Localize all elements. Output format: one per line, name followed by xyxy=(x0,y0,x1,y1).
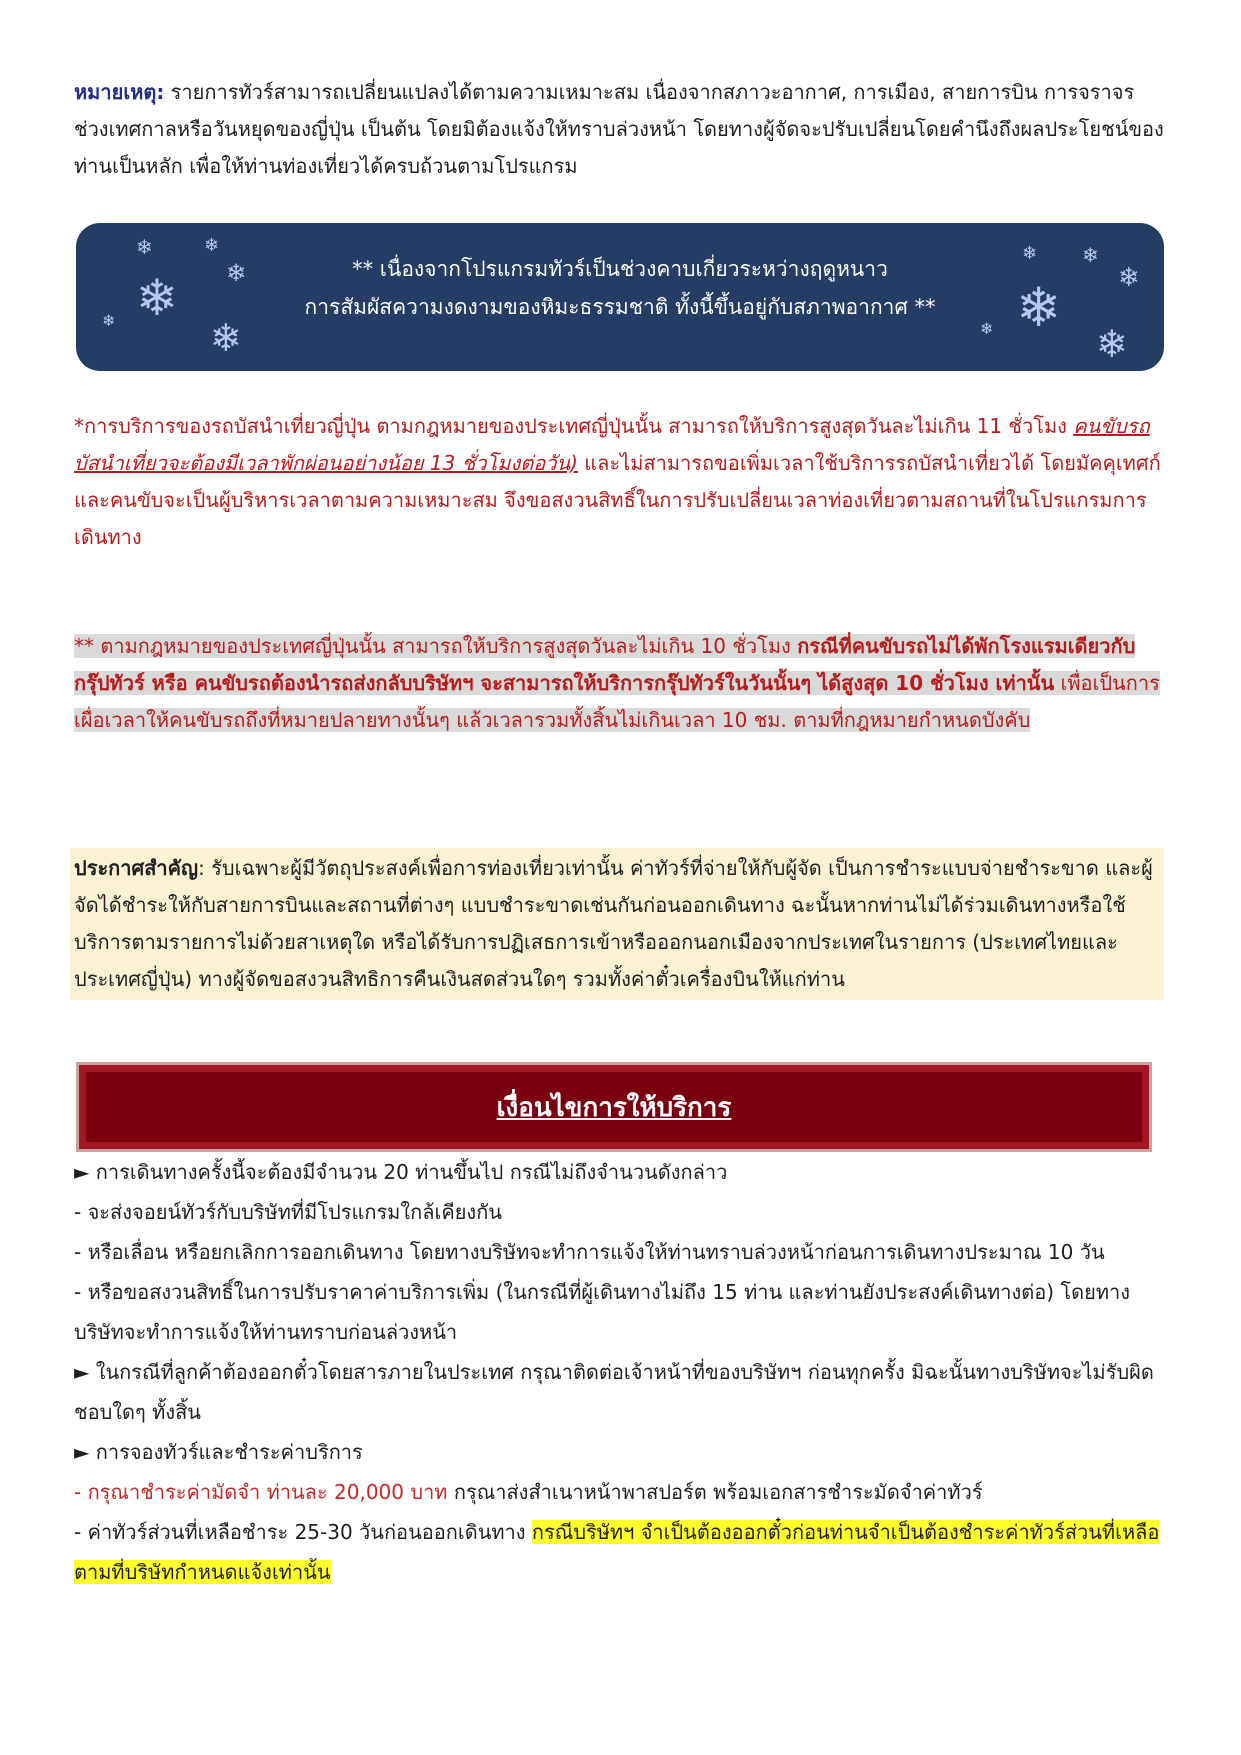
bus-service-text-1: *การบริการของรถบัสนำเที่ยวญี่ปุ่น ตามกฎหมายของประเทศญี่ปุ่นนั้น สามารถให้บริการสูงสุดวันละไม่เกิน 11 ชั่วโมง xyxy=(74,414,1074,438)
snowflake-icon: ❄ xyxy=(102,311,116,330)
snowflake-icon: ❄ xyxy=(136,269,178,327)
balance-item xyxy=(74,1512,1166,1592)
snowflake-icon: ❄ xyxy=(1022,243,1038,264)
list-item: ► การจองทัวร์และชำระค่าบริการ xyxy=(74,1440,363,1464)
conditions-banner xyxy=(76,1062,1152,1152)
important-notice-label: ประกาศสำคัญ xyxy=(74,856,199,880)
deposit-amount-text: - กรุณาชำระค่ามัดจำ ท่านละ 20,000 บาท xyxy=(74,1480,448,1504)
snowflake-icon: ❄ xyxy=(1016,276,1062,339)
bus-service-text-2: และไม่สามารถขอเพิ่มเวลาใช้บริการรถบัสนำเที่ยวได้ โดยมัคคุเทศก์และคนขับจะเป็นผู้บริหารเวลาตามความเหมาะสม จึงขอสงวนสิทธิ์ในการปรับเปลี่ยนเวลาท่องเที่ยวตามสถานที่ในโปรแกรมการเดินทาง xyxy=(74,451,1161,549)
list-item: - หรือขอสงวนสิทธิ์ในการปรับราคาค่าบริการเพิ่ม (ในกรณีที่ผู้เดินทางไม่ถึง 15 ท่าน และท่านยังประสงค์เดินทางต่อ) โดยทางบริษัทจะทำการแจ้งให้ท่านทราบก่อนล่วงหน้า xyxy=(74,1280,1130,1344)
snowflake-icon: ❄ xyxy=(226,259,247,287)
list-item: ► ในกรณีที่ลูกค้าต้องออกตั๋วโดยสารภายในประเทศ กรุณาติดต่อเจ้าหน้าที่ของบริษัทฯ ก่อนทุกครั้ง มิฉะนั้นทางบริษัทจะไม่รับผิดชอบใดๆ ทั้งสิ้น xyxy=(74,1360,1154,1424)
balance-highlight-text: กรณีบริษัทฯ จำเป็นต้องออกตั๋วก่อนท่านจำเป็นต้องชำระค่าทัวร์ส่วนที่เหลือตามที่บริษัทกำหนดแจ้งเท่านั้น xyxy=(74,1520,1160,1584)
deposit-rest-text: กรุณาส่งสำเนาหน้าพาสปอร์ต พร้อมเอกสารชำระมัดจำค่าทัวร์ xyxy=(447,1480,983,1504)
important-notice-paragraph xyxy=(70,848,1164,1000)
snowflake-icon: ❄ xyxy=(136,235,153,259)
conditions-list xyxy=(74,1152,1166,1592)
bus-rest-hours-text: คนขับรถบัสนำเที่ยวจะต้องมีเวลาพักผ่อนอย่างน้อย 13 ชั่วโมงต่อวัน) xyxy=(74,414,1150,475)
remark-text: รายการทัวร์สามารถเปลี่ยนแปลงได้ตามความเหมาะสม เนื่องจากสภาวะอากาศ, การเมือง, สายการบิน การจราจร ช่วงเทศกาลหรือวันหยุดของญี่ปุ่น เป็นต้น โดยมิต้องแจ้งให้ทราบล่วงหน้า โดยทางผู้จัดจะปรับเปลี่ยนโดยคำนึงถึงผลประโยชน์ของท่านเป็นหลัก เพื่อให้ท่านท่องเที่ยวได้ครบถ้วนตามโปรแกรม xyxy=(74,80,1164,178)
deposit-item xyxy=(74,1472,1166,1512)
law-paragraph xyxy=(74,628,1166,739)
conditions-title: เงื่อนไขการให้บริการ xyxy=(496,1093,732,1123)
list-item: - หรือเลื่อน หรือยกเลิกการออกเดินทาง โดยทางบริษัทจะทำการแจ้งให้ท่านทราบล่วงหน้าก่อนการเดินทางประมาณ 10 วัน xyxy=(74,1240,1105,1264)
snowflake-icon: ❄ xyxy=(1096,322,1128,366)
balance-text: - ค่าทัวร์ส่วนที่เหลือชำระ 25-30 วันก่อนออกเดินทาง xyxy=(74,1520,532,1544)
law-text-2: เพื่อเป็นการเผื่อเวลาให้คนขับรถถึงที่หมายปลายทางนั้นๆ แล้วเวลารวมทั้งสิ้นไม่เกินเวลา 10 ชม. ตามที่กฎหมายกำหนดบังคับ xyxy=(74,671,1160,732)
winter-notice-line-2: การสัมผัสความงดงามของหิมะธรรมชาติ ทั้งนี้ขึ้นอยู่กับสภาพอากาศ ** xyxy=(304,295,936,319)
snowflake-icon: ❄ xyxy=(210,316,242,360)
law-text-1: ** ตามกฎหมายของประเทศญี่ปุ่นนั้น สามารถให้บริการสูงสุดวันละไม่เกิน 10 ชั่วโมง xyxy=(74,634,798,658)
remark-label: หมายเหตุ xyxy=(74,80,157,104)
remark-colon: : xyxy=(156,80,165,104)
list-item: - จะส่งจอยน์ทัวร์กับบริษัทที่มีโปรแกรมใกล้เคียงกัน xyxy=(74,1200,502,1224)
remark-paragraph xyxy=(74,74,1166,185)
bus-service-paragraph xyxy=(74,408,1166,556)
winter-notice-line-1: ** เนื่องจากโปรแกรมทัวร์เป็นช่วงคาบเกี่ยวระหว่างฤดูหนาว xyxy=(352,257,888,281)
important-notice-text: : รับเฉพาะผู้มีวัตถุประสงค์เพื่อการท่องเที่ยวเท่านั้น ค่าทัวร์ที่จ่ายให้กับผู้จัด เป็นการชำระแบบจ่ายชำระขาด และผู้จัดได้ชำระให้กับสายการบินและสถานที่ต่างๆ แบบชำระขาดเช่นกันก่อนออกเดินทาง ฉะนั้นหากท่านไม่ได้ร่วมเดินทางหรือใช้บริการตามรายการไม่ด้วยสาเหตุใด หรือได้รับการปฏิเสธการเข้าหรือออกนอกเมืองจากประเทศในรายการ (ประเทศไทยและประเทศญี่ปุ่น) ทางผู้จัดขอสงวนสิทธิการคืนเงินสดส่วนใดๆ รวมทั้งค่าตั๋วเครื่องบินให้แก่ท่าน xyxy=(74,856,1153,991)
snowflake-icon: ❄ xyxy=(1082,243,1099,267)
snowflake-icon: ❄ xyxy=(204,235,220,256)
list-item: ► การเดินทางครั้งนี้จะต้องมีจำนวน 20 ท่านขึ้นไป กรณีไม่ถึงจำนวนดังกล่าว xyxy=(74,1160,728,1184)
law-bold-text: กรณีที่คนขับรถไม่ได้พักโรงแรมเดียวกับกรุ๊ปทัวร์ หรือ คนขับรถต้องนำรถส่งกลับบริษัทฯ จะสามารถให้บริการกรุ๊ปทัวร์ในวันนั้นๆ ได้สูงสุด 10 ชั่วโมง เท่านั้น xyxy=(74,634,1136,695)
snowflake-icon: ❄ xyxy=(980,319,994,338)
snowflake-icon: ❄ xyxy=(1118,263,1140,293)
winter-notice-box xyxy=(76,223,1164,371)
